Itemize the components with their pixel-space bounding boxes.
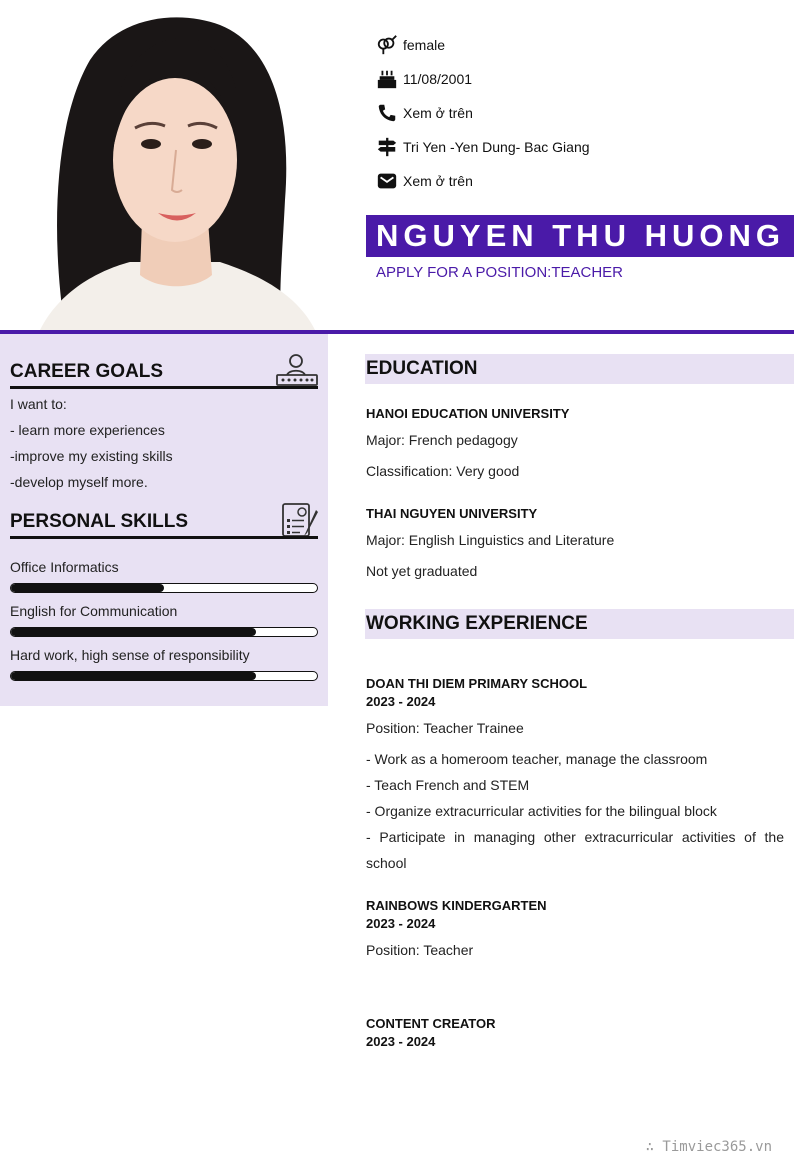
watermark: ∴ Timviec365.vn xyxy=(645,1139,772,1155)
skill-progress-fill xyxy=(11,672,256,680)
profile-photo xyxy=(30,0,320,330)
contact-gender xyxy=(375,28,795,62)
personal-skills-underline xyxy=(10,536,318,539)
experience-period: 2023 - 2024 xyxy=(366,1034,436,1049)
education-section-header xyxy=(365,354,794,384)
candidate-name: NGUYEN THU HUONG xyxy=(376,218,785,253)
education-major: Major: French pedagogy xyxy=(366,432,518,448)
skill-name: English for Communication xyxy=(10,603,178,619)
skill-progress-fill xyxy=(11,584,164,592)
contact-phone xyxy=(375,96,795,130)
applied-position: APPLY FOR A POSITION:TEACHER xyxy=(376,264,624,281)
experience-company: CONTENT CREATOR xyxy=(366,1016,496,1031)
experience-company: DOAN THI DIEM PRIMARY SCHOOL xyxy=(366,676,588,691)
career-goals-underline xyxy=(10,386,318,389)
career-goal-line: - learn more experiences xyxy=(10,422,165,438)
phone-text: Xem ở trên xyxy=(403,105,473,121)
experience-period: 2023 - 2024 xyxy=(366,916,436,931)
experience-company: RAINBOWS KINDERGARTEN xyxy=(366,898,547,913)
education-note: Classification: Very good xyxy=(366,463,520,479)
signpost-icon xyxy=(375,135,399,159)
career-goal-line: -improve my existing skills xyxy=(10,448,173,464)
experience-position: Position: Teacher xyxy=(366,942,474,958)
experience-duty: - Organize extracurricular activities for the bilingual block xyxy=(366,803,717,819)
skill-name: Hard work, high sense of responsibility xyxy=(10,647,250,663)
career-goals-heading: CAREER GOALS xyxy=(10,361,164,382)
career-goal-line: -develop myself more. xyxy=(10,474,148,490)
address-text: Tri Yen -Yen Dung- Bac Giang xyxy=(403,139,590,155)
contact-birthday xyxy=(375,62,795,96)
experience-heading: WORKING EXPERIENCE xyxy=(366,613,588,634)
education-school: THAI NGUYEN UNIVERSITY xyxy=(366,506,538,521)
contact-info xyxy=(375,28,795,198)
experience-duty: - Participate in managing other extracurricular activities of the xyxy=(366,829,784,845)
experience-position: Position: Teacher Trainee xyxy=(366,720,524,736)
education-note: Not yet graduated xyxy=(366,563,478,579)
personal-skills-heading: PERSONAL SKILLS xyxy=(10,511,189,532)
experience-duty: - Teach French and STEM xyxy=(366,777,530,793)
education-major: Major: English Linguistics and Literature xyxy=(366,532,615,548)
experience-section-header xyxy=(365,609,794,639)
skill-name: Office Informatics xyxy=(10,559,119,575)
experience-period: 2023 - 2024 xyxy=(366,694,436,709)
birthday-text: 11/08/2001 xyxy=(403,71,473,87)
contact-email xyxy=(375,164,795,198)
career-goal-line: I want to: xyxy=(10,396,67,412)
experience-duty: - Work as a homeroom teacher, manage the classroom xyxy=(366,751,708,767)
name-banner xyxy=(366,215,794,257)
education-heading: EDUCATION xyxy=(366,358,478,379)
phone-icon xyxy=(375,101,399,125)
birthday-cake-icon xyxy=(375,67,399,91)
skill-progress-bar xyxy=(10,671,318,681)
skill-progress-bar xyxy=(10,627,318,637)
gender-icon xyxy=(375,33,399,57)
left-sidebar xyxy=(0,334,328,706)
email-text: Xem ở trên xyxy=(403,173,473,189)
experience-duty: school xyxy=(366,855,407,871)
email-icon xyxy=(375,169,399,193)
contact-address xyxy=(375,130,795,164)
skill-progress-bar xyxy=(10,583,318,593)
education-school: HANOI EDUCATION UNIVERSITY xyxy=(366,406,570,421)
gender-text: female xyxy=(403,37,446,53)
skill-progress-fill xyxy=(11,628,256,636)
